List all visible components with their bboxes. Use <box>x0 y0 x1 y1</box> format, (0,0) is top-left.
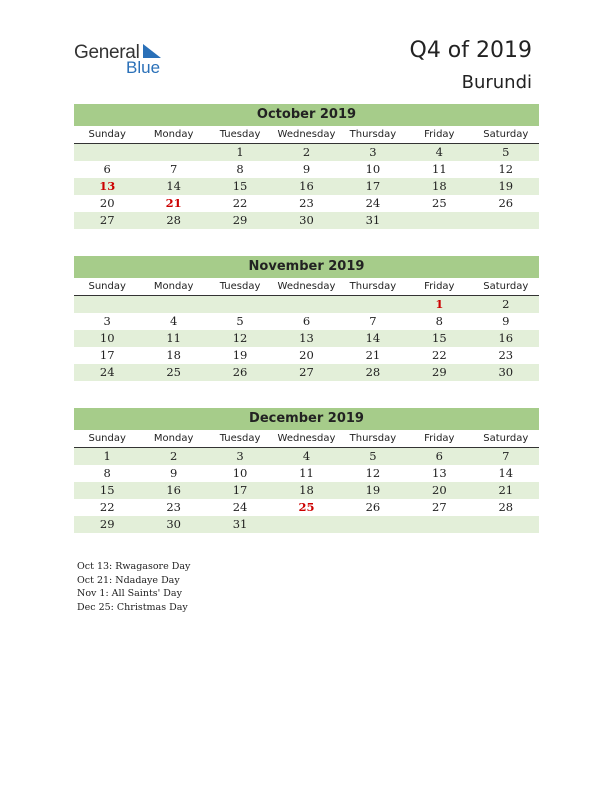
day-cell: 18 <box>166 348 181 362</box>
weekday-header: Wednesday <box>273 126 339 144</box>
weekday-header: Friday <box>406 278 472 296</box>
day-cell: 8 <box>236 162 244 176</box>
day-cell: 23 <box>166 500 181 514</box>
day-cell: 13 <box>273 330 339 347</box>
day-cell: 17 <box>99 348 115 362</box>
day-cell: 3 <box>340 144 406 162</box>
generalblue-logo <box>74 42 184 82</box>
day-cell: 8 <box>435 314 443 328</box>
weekday-header: Sunday <box>74 126 140 144</box>
day-cell: 22 <box>232 196 248 210</box>
day-cell: 20 <box>99 196 115 210</box>
day-cell: 26 <box>365 500 381 514</box>
empty-day-cell <box>74 144 140 162</box>
day-cell: 22 <box>99 500 115 514</box>
day-cell: 28 <box>140 212 206 229</box>
day-cell: 15 <box>74 482 140 499</box>
calendar-table <box>74 430 539 533</box>
weekday-header: Tuesday <box>207 278 273 296</box>
day-cell: 2 <box>140 448 206 466</box>
empty-day-cell <box>473 212 539 229</box>
holiday-day-cell: 21 <box>165 196 182 210</box>
day-cell: 31 <box>207 516 273 533</box>
day-cell: 18 <box>406 178 472 195</box>
day-cell: 5 <box>473 144 539 162</box>
day-cell: 26 <box>207 364 273 381</box>
day-cell: 29 <box>74 516 140 533</box>
week-row <box>74 516 539 533</box>
empty-day-cell <box>406 516 472 533</box>
day-cell: 30 <box>273 212 339 229</box>
day-cell: 3 <box>103 314 111 328</box>
weekday-header: Sunday <box>74 430 140 448</box>
day-cell: 23 <box>299 196 314 210</box>
holiday-notes <box>77 560 190 614</box>
day-cell: 10 <box>365 162 381 176</box>
day-cell: 1 <box>207 144 273 162</box>
day-cell: 16 <box>140 482 206 499</box>
day-cell: 6 <box>406 448 472 466</box>
day-cell: 9 <box>169 466 178 480</box>
day-cell: 8 <box>103 466 111 480</box>
day-cell: 12 <box>365 466 381 480</box>
month-title: November 2019 <box>74 256 539 278</box>
holiday-day-cell: 25 <box>298 500 315 514</box>
day-cell: 21 <box>473 482 539 499</box>
weekday-header: Thursday <box>340 126 406 144</box>
day-cell: 4 <box>169 314 178 328</box>
week-row <box>74 448 539 466</box>
day-cell: 11 <box>299 466 314 480</box>
day-cell: 25 <box>432 196 447 210</box>
page-title: Q4 of 2019 <box>409 38 532 63</box>
week-row <box>74 212 539 229</box>
day-cell: 9 <box>502 314 510 328</box>
country-name: Burundi <box>461 72 532 93</box>
week-row <box>74 330 539 347</box>
day-cell: 4 <box>406 144 472 162</box>
day-cell: 27 <box>74 212 140 229</box>
logo-general-text: General <box>74 42 140 63</box>
holiday-note: Nov 1: All Saints' Day <box>77 588 182 599</box>
day-cell: 16 <box>473 330 539 347</box>
weekday-header: Saturday <box>473 430 539 448</box>
empty-day-cell <box>406 212 472 229</box>
day-cell: 11 <box>140 330 206 347</box>
weekday-header: Tuesday <box>207 126 273 144</box>
day-cell: 2 <box>473 296 539 314</box>
day-cell: 13 <box>432 466 447 480</box>
empty-day-cell <box>207 296 273 314</box>
day-cell: 24 <box>232 500 248 514</box>
month-title: December 2019 <box>74 408 539 430</box>
day-cell: 7 <box>169 162 178 176</box>
day-cell: 31 <box>340 212 406 229</box>
weekday-header: Friday <box>406 430 472 448</box>
day-cell: 3 <box>207 448 273 466</box>
day-cell: 30 <box>473 364 539 381</box>
day-cell: 5 <box>340 448 406 466</box>
day-cell: 14 <box>140 178 206 195</box>
week-row <box>74 144 539 162</box>
day-cell: 25 <box>140 364 206 381</box>
day-cell: 12 <box>207 330 273 347</box>
calendar-table <box>74 278 539 381</box>
day-cell: 1 <box>74 448 140 466</box>
empty-day-cell <box>473 516 539 533</box>
day-cell: 30 <box>140 516 206 533</box>
weekday-header: Wednesday <box>273 430 339 448</box>
day-cell: 12 <box>498 162 514 176</box>
week-row <box>74 347 539 364</box>
holiday-day-cell: 1 <box>406 296 472 314</box>
week-row <box>74 465 539 482</box>
day-cell: 28 <box>498 500 514 514</box>
month-calendar-october <box>74 104 539 229</box>
day-cell: 10 <box>232 466 248 480</box>
day-cell: 10 <box>74 330 140 347</box>
day-cell: 22 <box>432 348 447 362</box>
day-cell: 20 <box>299 348 314 362</box>
month-calendar-december <box>74 408 539 533</box>
empty-day-cell <box>140 144 206 162</box>
day-cell: 15 <box>406 330 472 347</box>
week-row <box>74 364 539 381</box>
weekday-header: Tuesday <box>207 430 273 448</box>
day-cell: 2 <box>273 144 339 162</box>
weekday-header: Wednesday <box>273 278 339 296</box>
weekday-header: Sunday <box>74 278 140 296</box>
day-cell: 17 <box>340 178 406 195</box>
day-cell: 19 <box>340 482 406 499</box>
calendar-table <box>74 126 539 229</box>
day-cell: 19 <box>232 348 248 362</box>
weekday-header: Monday <box>140 430 206 448</box>
empty-day-cell <box>273 296 339 314</box>
day-cell: 29 <box>406 364 472 381</box>
empty-day-cell <box>74 296 140 314</box>
day-cell: 28 <box>340 364 406 381</box>
day-cell: 27 <box>273 364 339 381</box>
day-cell: 14 <box>340 330 406 347</box>
week-row <box>74 313 539 330</box>
empty-day-cell <box>340 296 406 314</box>
holiday-note: Oct 21: Ndadaye Day <box>77 574 180 586</box>
day-cell: 6 <box>302 314 311 328</box>
day-cell: 5 <box>236 314 244 328</box>
holiday-note: Oct 13: Rwagasore Day <box>77 561 191 572</box>
holiday-note: Dec 25: Christmas Day <box>77 601 188 613</box>
day-cell: 17 <box>207 482 273 499</box>
month-title: October 2019 <box>74 104 539 126</box>
holiday-day-cell: 13 <box>74 178 140 195</box>
day-cell: 16 <box>273 178 339 195</box>
week-row <box>74 161 539 178</box>
day-cell: 11 <box>432 162 447 176</box>
day-cell: 24 <box>74 364 140 381</box>
day-cell: 15 <box>207 178 273 195</box>
week-row <box>74 195 539 212</box>
week-row <box>74 178 539 195</box>
weekday-header: Saturday <box>473 278 539 296</box>
day-cell: 24 <box>365 196 381 210</box>
logo-blue-text: Blue <box>126 58 161 77</box>
weekday-header: Thursday <box>340 430 406 448</box>
day-cell: 4 <box>273 448 339 466</box>
empty-day-cell <box>140 296 206 314</box>
week-row <box>74 296 539 314</box>
day-cell: 14 <box>498 466 514 480</box>
weekday-header: Monday <box>140 126 206 144</box>
weekday-header: Friday <box>406 126 472 144</box>
week-row <box>74 482 539 499</box>
day-cell: 9 <box>302 162 311 176</box>
day-cell: 27 <box>432 500 447 514</box>
day-cell: 6 <box>103 162 111 176</box>
week-row <box>74 499 539 516</box>
day-cell: 23 <box>498 348 514 362</box>
day-cell: 26 <box>498 196 514 210</box>
weekday-header: Monday <box>140 278 206 296</box>
month-calendar-november <box>74 256 539 381</box>
weekday-header: Saturday <box>473 126 539 144</box>
day-cell: 19 <box>473 178 539 195</box>
day-cell: 20 <box>406 482 472 499</box>
weekday-header: Thursday <box>340 278 406 296</box>
day-cell: 7 <box>473 448 539 466</box>
day-cell: 21 <box>365 348 381 362</box>
empty-day-cell <box>340 516 406 533</box>
day-cell: 7 <box>369 314 377 328</box>
day-cell: 18 <box>273 482 339 499</box>
day-cell: 29 <box>207 212 273 229</box>
empty-day-cell <box>273 516 339 533</box>
